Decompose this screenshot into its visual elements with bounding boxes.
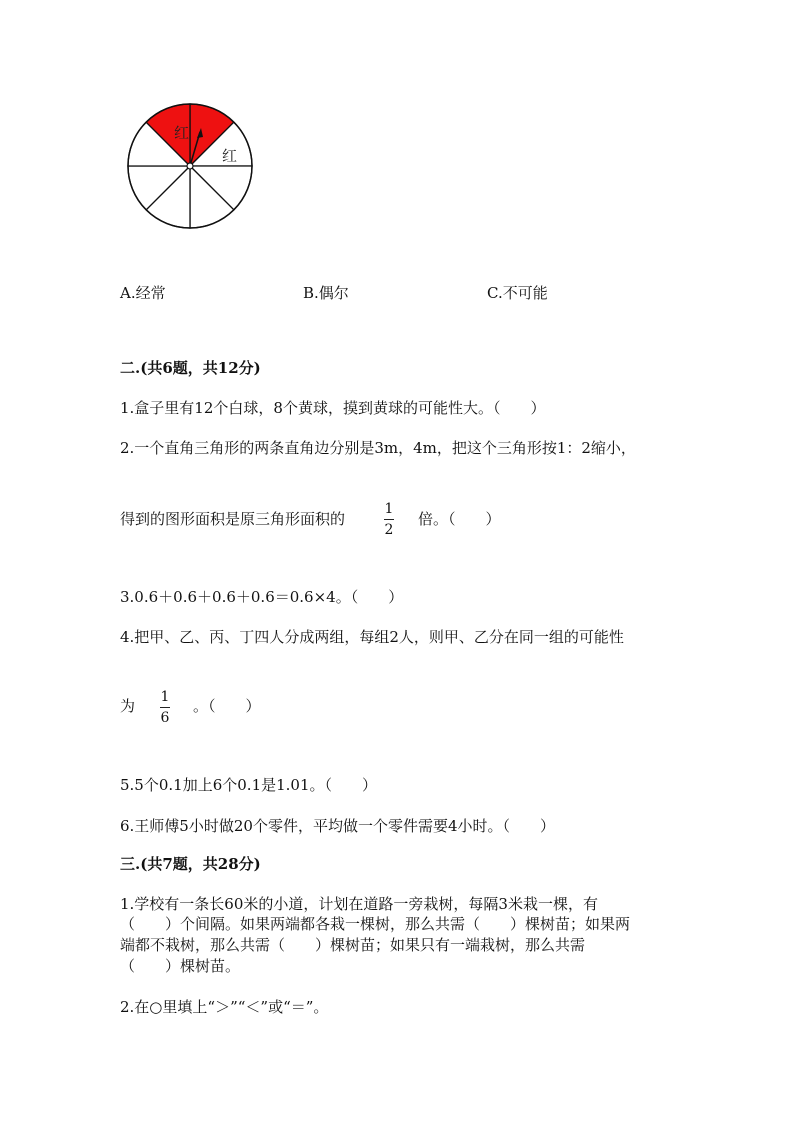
spinner-center: [187, 163, 193, 169]
section2-header: 二.(共6题，共12分): [120, 359, 261, 377]
s3-question-1-line4: （ ）棵树苗。: [120, 957, 241, 975]
s3-question-1-line3: 端都不栽树，那么共需（ ）棵树苗；如果只有一端栽树，那么共需: [120, 936, 586, 954]
s2-question-2-line2-post: 倍。（ ）: [418, 510, 501, 528]
s3-question-1-line2: （ ）个间隔。如果两端都各栽一棵树，那么共需（ ）棵树苗；如果两: [120, 915, 631, 933]
option-c: C.不可能: [487, 284, 548, 302]
option-b: B.偶尔: [303, 284, 349, 302]
s2-question-6: 6.王师傅5小时做20个零件，平均做一个零件需要4小时。（ ）: [120, 817, 555, 835]
spinner-label-1: 红: [174, 124, 190, 142]
s2-question-5: 5.5个0.1加上6个0.1是1.01。（ ）: [120, 776, 378, 794]
s2-question-2-fraction: [384, 502, 394, 537]
s2-question-1: 1.盒子里有12个白球，8个黄球，摸到黄球的可能性大。（ ）: [120, 399, 546, 417]
s2-question-4-fraction: [160, 690, 170, 725]
option-a: A.经常: [120, 284, 166, 302]
s2-question-4-line1: 4.把甲、乙、丙、丁四人分成两组，每组2人，则甲、乙分在同一组的可能性: [120, 628, 624, 646]
s3-question-1-line1: 1.学校有一条长60米的小道，计划在道路一旁栽树，每隔3米栽一棵，有: [120, 895, 598, 913]
s2-question-3: 3.0.6＋0.6＋0.6＋0.6＝0.6×4。（ ）: [120, 588, 404, 606]
fraction-numerator: 1: [160, 689, 170, 705]
spinner-figure: [124, 100, 256, 232]
fraction-numerator: 1: [384, 501, 394, 517]
section3-header: 三.(共7题，共28分): [120, 855, 261, 873]
s2-question-4-line2-pre: 为: [120, 697, 136, 715]
s2-question-2-line2-pre: 得到的图形面积是原三角形面积的: [120, 510, 346, 528]
fraction-denominator: 2: [384, 522, 394, 538]
fraction-bar: [160, 707, 170, 708]
fraction-denominator: 6: [160, 710, 170, 726]
s2-question-4-line2-post: 。（ ）: [193, 697, 261, 715]
fraction-bar: [384, 519, 394, 520]
s2-question-2-line1: 2.一个直角三角形的两条直角边分别是3m，4m，把这个三角形按1：2缩小，: [120, 439, 636, 457]
spinner-label-2: 红: [222, 147, 238, 165]
s3-question-2: 2.在○里填上“＞”“＜”或“＝”。: [120, 998, 329, 1016]
